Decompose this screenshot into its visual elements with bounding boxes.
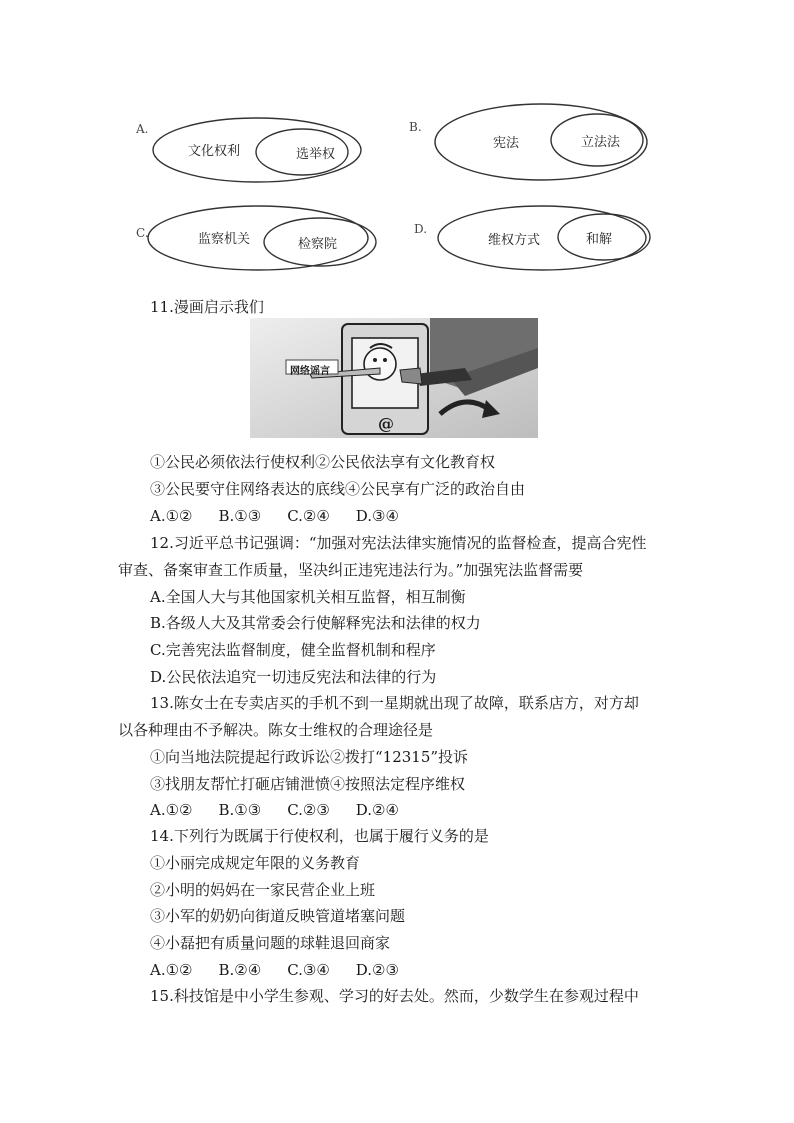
q13-options <box>150 800 425 820</box>
option-a: A.①② <box>150 801 193 819</box>
q14-item-2: ②小明的妈妈在一家民营企业上班 <box>150 881 376 899</box>
diagram-c-ellipses <box>130 200 390 280</box>
q14-options <box>150 960 425 980</box>
diagram-d-letter: D. <box>414 222 428 236</box>
q12-option-b: B.各级人大及其常委会行使解释宪法和法律的权力 <box>150 614 481 632</box>
cartoon-illustration <box>250 318 538 438</box>
diagram-b <box>405 100 665 190</box>
q11-options <box>150 506 425 526</box>
q12-stem-line2: 审查、备案审查工作质量，坚决纠正违宪违法行为。”加强宪法监督需要 <box>118 561 584 579</box>
q11-items-line1: ①公民必须依法行使权利②公民依法享有文化教育权 <box>150 453 496 471</box>
q14-stem: 14.下列行为既属于行使权利，也属于履行义务的是 <box>150 827 489 845</box>
diagram-c <box>130 200 390 280</box>
q12-option-c: C.完善宪法监督制度，健全监督机制和程序 <box>150 641 436 659</box>
diagram-c-outer-label: 监察机关 <box>198 232 251 247</box>
diagram-b-outer-label: 宪法 <box>493 136 520 151</box>
option-d: D.③④ <box>355 507 399 525</box>
option-c: C.②④ <box>287 507 330 525</box>
diagram-c-letter: C. <box>136 226 149 240</box>
at-sign-icon: @ <box>378 414 394 433</box>
q13-items-line2: ③找朋友帮忙打砸店铺泄愤④按照法定程序维权 <box>150 775 466 793</box>
diagram-d <box>410 200 670 280</box>
diagram-a-letter: A. <box>136 122 149 136</box>
q13-stem-line1: 13.陈女士在专卖店买的手机不到一星期就出现了故障，联系店方，对方却 <box>150 694 639 712</box>
q12-option-a: A.全国人大与其他国家机关相互监督，相互制衡 <box>150 588 466 606</box>
q14-item-3: ③小军的奶奶向街道反映管道堵塞问题 <box>150 907 406 925</box>
q12-stem-line1: 12.习近平总书记强调：“加强对宪法法律实施情况的监督检查，提高合宪性 <box>150 534 647 552</box>
q14-item-1: ①小丽完成规定年限的义务教育 <box>150 854 361 872</box>
option-a: A.①② <box>150 507 193 525</box>
q14-item-4: ④小磊把有质量问题的球鞋退回商家 <box>150 934 391 952</box>
option-a: A.①② <box>150 961 193 979</box>
q11-stem: 11.漫画启示我们 <box>150 298 264 316</box>
q13-stem-line2: 以各种理由不予解决。陈女士维权的合理途径是 <box>118 721 434 739</box>
diagram-a-outer-label: 文化权利 <box>188 144 241 159</box>
diagram-b-ellipses <box>405 100 665 190</box>
cartoon-caption: 网络谣言 <box>290 366 330 377</box>
diagram-a-inner-label: 选举权 <box>296 147 336 162</box>
diagram-d-inner-label: 和解 <box>586 232 613 247</box>
option-d: D.②③ <box>355 961 399 979</box>
option-d: D.②④ <box>355 801 399 819</box>
q13-items-line1: ①向当地法院提起行政诉讼②拨打“12315”投诉 <box>150 748 469 766</box>
q15-stem-line1: 15.科技馆是中小学生参观、学习的好去处。然而，少数学生在参观过程中 <box>150 987 639 1005</box>
option-c: C.②③ <box>287 801 330 819</box>
option-b: B.②④ <box>218 961 262 979</box>
diagram-b-inner-label: 立法法 <box>581 135 621 150</box>
q12-option-d: D.公民依法追究一切违反宪法和法律的行为 <box>150 668 437 686</box>
diagram-b-letter: B. <box>409 120 422 134</box>
q11-cartoon <box>250 318 538 438</box>
diagram-a <box>130 112 370 192</box>
diagram-c-inner-label: 检察院 <box>298 237 338 252</box>
option-b: B.①③ <box>218 507 262 525</box>
q11-items-line2: ③公民要守住网络表达的底线④公民享有广泛的政治自由 <box>150 480 526 498</box>
option-b: B.①③ <box>218 801 262 819</box>
option-c: C.③④ <box>287 961 330 979</box>
diagram-d-outer-label: 维权方式 <box>488 233 541 248</box>
